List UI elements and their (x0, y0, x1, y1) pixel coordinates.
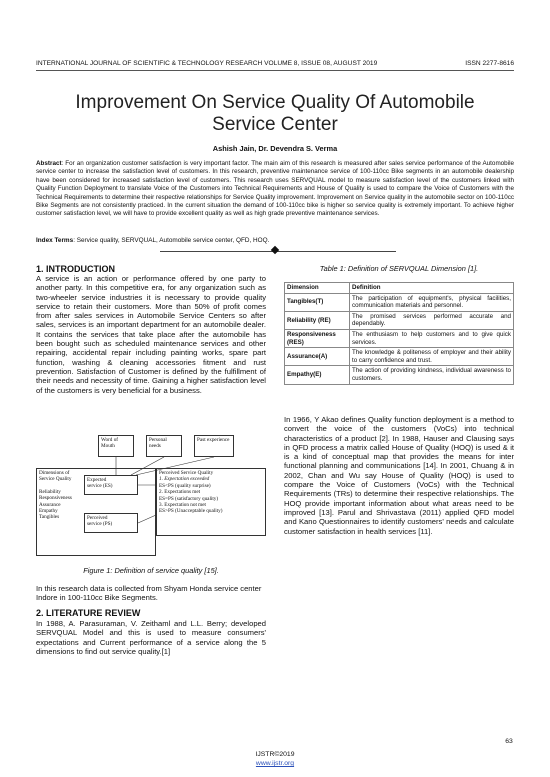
table-header-row (285, 283, 514, 294)
pq-item: ES<PS (quality surprise) (159, 482, 211, 489)
figure-1 (36, 435, 266, 560)
table-1-caption: Table 1: Definition of SERVQUAL Dimension [1]. (319, 264, 479, 273)
servqual-table (284, 282, 514, 385)
dimension-cell: Tangibles(T) (285, 293, 350, 311)
copyright: IJSTR©2019 (255, 751, 295, 758)
diamond-icon (271, 246, 279, 254)
section-1-text: A service is an action or performance offered by one party to another party. In this competitive era, for any organization such as two-wheeler service industries it is necessary to provide quality service to retain their customers. More than 50% of profit comes from after sales services in Automobile Service Centers so after sales, services is an important department for an automobile dealer. It contains the services that take place after the automobile has been bought such as scheduled maintenance services and other repairing, accidental repair including painting works, spare part function, washing & cleaning accessories fitment and rust prevention. Satisfaction of Customer is defined by the fulfillment of their needs and necessity of time. Gaining a higher satisfaction level of the customers is very beneficial for a business. (36, 274, 266, 395)
table-header-dimension: Dimension (285, 283, 350, 294)
dimensions-line: Tangibles (39, 514, 60, 521)
table-row (285, 329, 514, 347)
data-source-text: In this research data is collected from Shyam Honda service center Indore in 100-110cc Bike Segments. (36, 584, 262, 603)
connector-line (138, 515, 156, 523)
definition-cell: The knowledge & politeness of employer and their ability to carry confidence and trust. (350, 348, 514, 366)
definition-cell: The promised services performed accurate and dependably. (350, 311, 514, 329)
header-rule (36, 70, 514, 71)
perceived-service-label: Perceived (87, 515, 108, 521)
abstract (36, 160, 514, 219)
issn: ISSN 2277-8616 (465, 60, 514, 67)
dimensions-line: Service Quality (39, 476, 72, 483)
pq-item: ES=PS (satisfactory quality) (159, 495, 219, 502)
authors: Ashish Jain, Dr. Devendra S. Verma (212, 144, 338, 153)
dimensions-line: Responsiveness (39, 495, 72, 502)
expected-service-label: Expected (87, 477, 107, 483)
definition-cell: The participation of equipment's, physical facilities, communication materials and personnel. (350, 293, 514, 311)
section-2-heading: 2. LITERATURE REVIEW (36, 608, 141, 618)
table-row (285, 366, 514, 384)
past-experience-label: Past experience (197, 437, 230, 443)
table-row (285, 348, 514, 366)
abstract-label: Abstract (36, 160, 62, 167)
personal-needs-label: Personal needs (149, 437, 167, 450)
perceived-quality-title: Perceived Service Quality (159, 470, 214, 476)
figure-1-caption: Figure 1: Definition of service quality [15]. (83, 566, 219, 575)
pq-item: 1. Expectation exceeded (159, 476, 210, 483)
dimension-cell: Responsiveness (RES) (285, 329, 350, 347)
running-header (36, 60, 514, 67)
expected-service-label: service (ES) (87, 483, 113, 490)
table-row (285, 311, 514, 329)
dimensions-line: Empathy (39, 508, 58, 515)
definition-cell: The enthusiasm to help customers and to give quick services. (350, 329, 514, 347)
section-1-heading: 1. INTRODUCTION (36, 264, 116, 274)
dimensions-line: Reliability (39, 488, 61, 495)
word-of-mouth-label: Word of Mouth (101, 437, 119, 450)
index-terms-label: Index Terms (36, 237, 74, 244)
title-line-2: Service Center (212, 114, 338, 135)
pq-item: 2. Expectations met (159, 489, 201, 496)
section-2-text: In 1988, A. Parasuraman, V. Zeithaml and L.L. Berry; developed SERVQUAL Model and this is used to measure consumers' expectations and Current performance of a service along the 5 dimensions to find out service quality.[1] (36, 619, 266, 656)
figure-connectors (36, 435, 266, 560)
paper-title (36, 92, 514, 136)
dimension-cell: Assurance(A) (285, 348, 350, 366)
dimension-cell: Reliability (RE) (285, 311, 350, 329)
pq-item: 3. Expectation not met (159, 502, 206, 509)
journal-url-link[interactable]: www.ijstr.org (255, 760, 295, 767)
title-line-1: Improvement On Service Quality Of Automobile (75, 92, 475, 113)
perceived-service-label: service (PS) (87, 521, 113, 528)
table-header-definition: Definition (350, 283, 514, 294)
qfd-paragraph: In 1966, Y Akao defines Quality function deployment is a method to convert the voice of the customers (VoCs) into technical characteristics of a product [2]. In 1988, Hauser and Clausing says in QFD process a matrix called House of Quality (HOQ) is used & it is a kind of conceptual map that provides the means for inter functional planning and communications [14]. In 2001, Chuang & in 2002, Chan and Wu say House of Quality (HOQ) is used to compare the Voice of Customers (VoCs) with the Technical Requirements (TRs) to determine their respective relationships. The HOQ provide important information about what areas need to be improved [13]. Parul and Shrivastava (2011) applied QFD model and Kano Questionnaires to identify customers' needs and calculate customer satisfaction in health services [11]. (284, 415, 514, 536)
abstract-text: : For an organization customer satisfaction is very important factor. The main aim of this research is measured after sales service performance of the Automobile service center to increase the satisfaction level of customers. In this research, preventive maintenance service of 100-110cc Bike segments in an automobile dealership have been considered for increased satisfaction level of customers. This research uses SERVQUAL model to measure satisfaction level of the customers linked with Quality Function Deployment to translate Voice of the Customers into Technical Requirements and House of Quality is used to compare the Voice of Customers with the Technical Requirements to determine their respective relationships for Service Quality improvement. Improvement on Service quality in the automobile sector on 100-110cc Bike Segments are not consistently practiced. In the current situation the demand of 100-110cc bike is higher so service quality is extremely important. To achieve higher customer satisfaction level, we will have to provide excellent quality as well as high grade preventive maintenance services. (36, 160, 514, 218)
index-terms (36, 237, 514, 244)
pq-item: ES>PS (Unacceptable quality) (159, 508, 223, 515)
journal-url (36, 760, 514, 767)
index-terms-text: : Service quality, SERVQUAL, Automobile service center, QFD, HOQ. (73, 237, 270, 244)
journal-name: INTERNATIONAL JOURNAL OF SCIENTIFIC & TECHNOLOGY RESEARCH VOLUME 8, ISSUE 08, AUGUST 2019 (36, 60, 378, 67)
page-number: 63 (505, 738, 513, 745)
dimension-cell: Empathy(E) (285, 366, 350, 384)
dimensions-line: Assurance (39, 501, 61, 508)
table-row (285, 293, 514, 311)
dimensions-line: Dimensions of (39, 470, 70, 476)
definition-cell: The action of providing kindness, individual awareness to customers. (350, 366, 514, 384)
